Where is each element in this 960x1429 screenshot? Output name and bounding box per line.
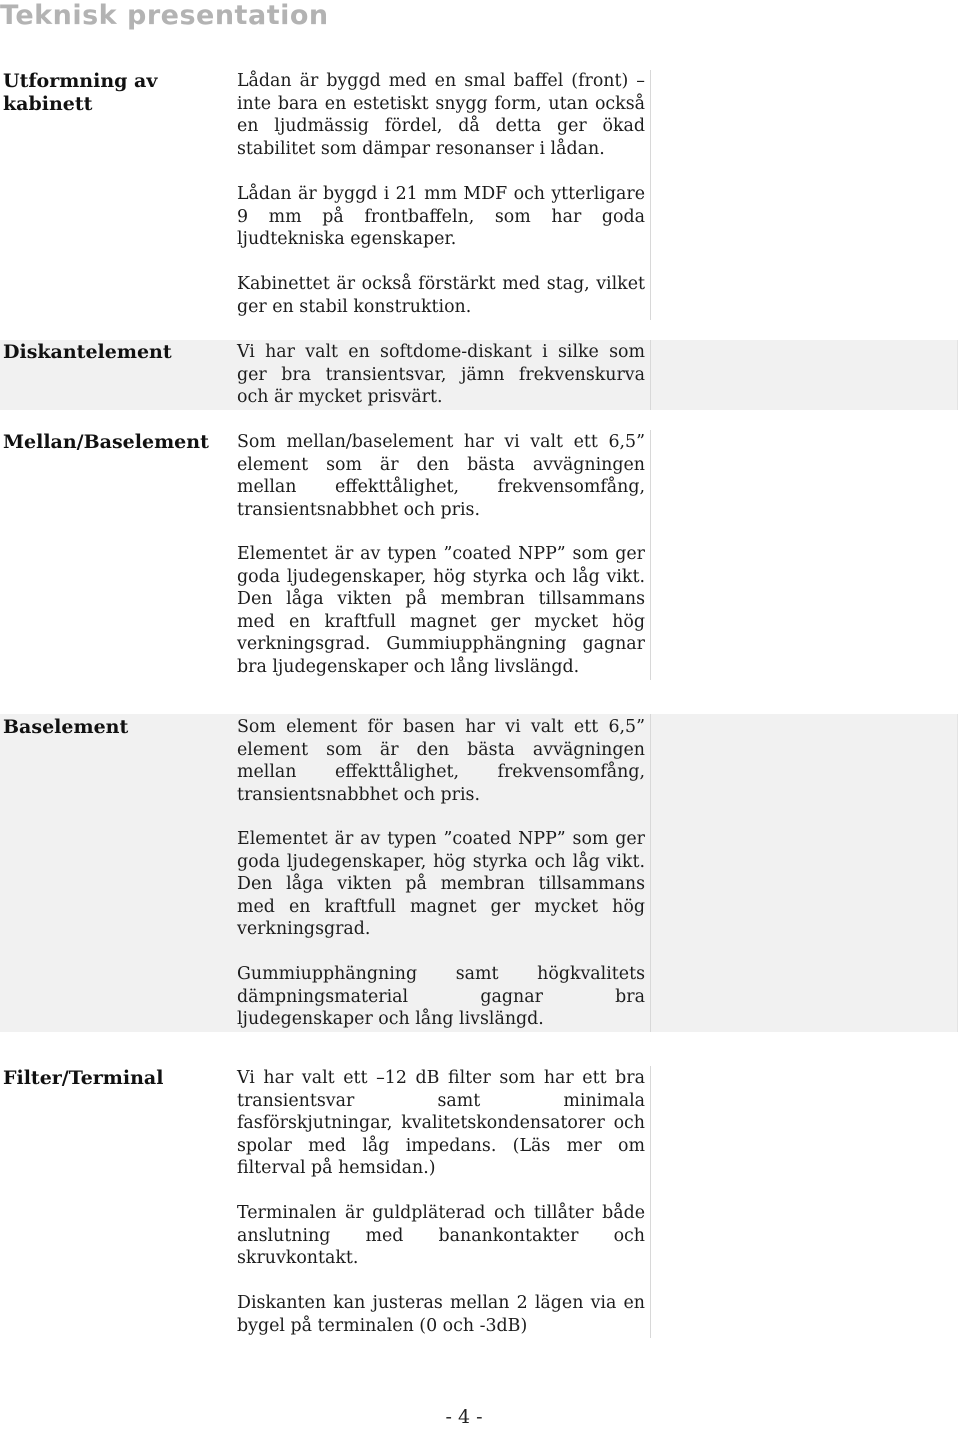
section-content	[232, 714, 651, 1032]
section-tweeter	[0, 340, 958, 410]
section-content	[232, 1066, 651, 1338]
section-content	[232, 340, 651, 410]
section-midbass	[0, 430, 958, 680]
section-cabinet	[0, 70, 958, 320]
paragraph: Kabinettet är också förstärkt med stag, vilket ger en stabil konstruktion.	[237, 274, 645, 317]
section-label: Baselement	[3, 716, 129, 738]
section-filter-terminal	[0, 1066, 958, 1338]
paragraph: Vi har valt en softdome-diskant i silke som ger bra transientsvar, jämn frekvenskurva och är mycket prisvärt.	[237, 342, 645, 408]
paragraph: Lådan är byggd i 21 mm MDF och ytterligare 9 mm på frontbaffeln, som har goda ljudtekniska egenskaper.	[237, 184, 645, 250]
section-content	[232, 430, 651, 680]
paragraph: Lådan är byggd med en smal baffel (front) – inte bara en estetiskt snygg form, utan också en ljudmässig fördel, då detta ger ökad stabilitet som dämpar resonanser i lådan.	[237, 71, 645, 159]
paragraph: Terminalen är guldpläterad och tillåter både anslutning med banankontakter och skruvkontakt.	[237, 1203, 645, 1269]
paragraph: Elementet är av typen ”coated NPP” som ger goda ljudegenskaper, hög styrka och låg vikt. Den låga vikten på membran tillsammans med en kraftfull magnet ger mycket hög verkningsgrad. Gummiupphängning gagnar bra ljudegenskaper och lång livslängd.	[237, 544, 645, 677]
shaded-margin	[652, 340, 958, 410]
section-label: Filter/Terminal	[3, 1067, 164, 1089]
section-label: Utformning av kabinett	[3, 70, 158, 115]
paragraph: Gummiupphängning samt högkvalitets dämpningsmaterial gagnar bra ljudegenskaper och lång livslängd.	[237, 964, 645, 1030]
section-label: Mellan/Baselement	[3, 431, 209, 453]
page-title: Teknisk presentation	[0, 0, 329, 31]
section-bass	[0, 714, 958, 1032]
paragraph: Som mellan/baselement har vi valt ett 6,5” element som är den bästa avvägningen mellan effekttålighet, frekvensomfång, transientsnabbhet och pris.	[237, 432, 645, 520]
shaded-margin	[652, 714, 958, 1032]
paragraph: Vi har valt ett –12 dB filter som har ett bra transientsvar samt minimala fasförskjutningar, kvalitetskondensatorer och spolar med låg impedans. (Läs mer om filterval på hemsidan.)	[237, 1068, 645, 1179]
section-content	[232, 70, 651, 320]
page-number: - 4 -	[445, 1406, 483, 1428]
paragraph: Elementet är av typen ”coated NPP” som ger goda ljudegenskaper, hög styrka och låg vikt. Den låga vikten på membran tillsammans med en kraftfull magnet ger mycket hög verkningsgrad.	[237, 829, 645, 940]
paragraph: Diskanten kan justeras mellan 2 lägen via en bygel på terminalen (0 och -3dB)	[237, 1293, 645, 1336]
section-label: Diskantelement	[3, 341, 172, 363]
paragraph: Som element för basen har vi valt ett 6,5” element som är den bästa avvägningen mellan effekttålighet, frekvensomfång, transientsnabbhet och pris.	[237, 717, 645, 805]
